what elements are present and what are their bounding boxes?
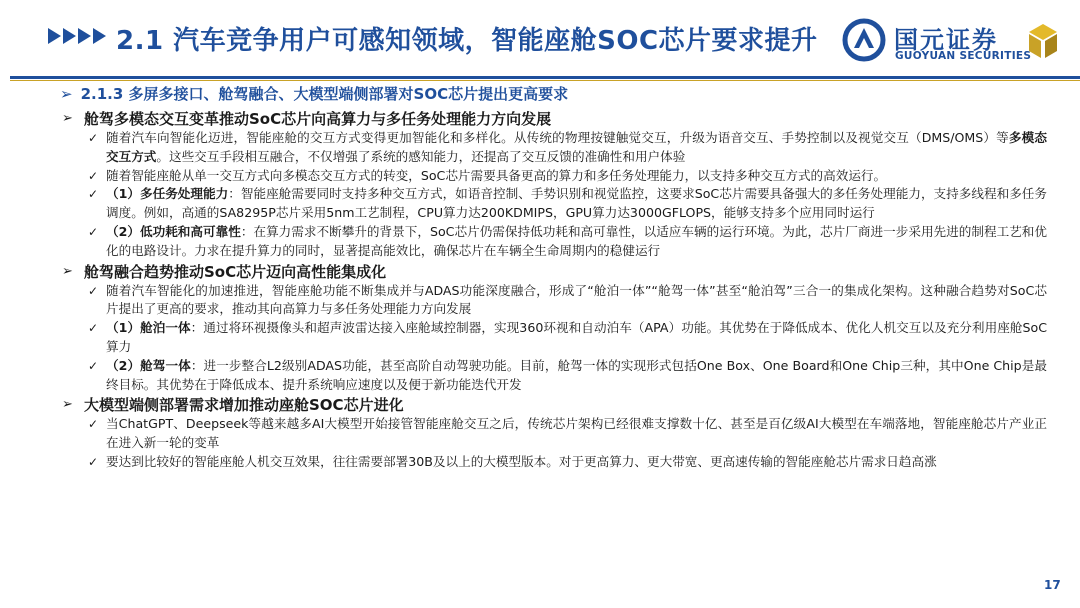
section-heading bbox=[62, 109, 1047, 129]
bullet-item bbox=[62, 453, 1047, 472]
bullet-text: 。这些交互手段相互融合，不仅增强了系统的感知能力，还提高了交互反馈的准确性和用户体验 bbox=[156, 148, 686, 164]
section-heading bbox=[62, 262, 1047, 282]
arrow-bullet-icon: ➢ bbox=[62, 397, 73, 413]
bullet-emphasis: （2）舱驾一体 bbox=[106, 357, 191, 373]
logo-cube-icon bbox=[1026, 22, 1060, 62]
bullet-text: 随着汽车智能化的加速推进，智能座舱功能不断集成并与ADAS功能深度融合，形成了“舱泊一体”“舱驾一体”甚至“舱泊驾”三合一的集成化架构。这种融合趋势对SoC芯片提出了更高的要求，推动其向高算力与多任务处理能力方向发展 bbox=[106, 282, 1047, 317]
logo-english-name: GUOYUAN SECURITIES bbox=[895, 50, 1032, 62]
slide-title: 2.1 汽车竞争用户可感知领域，智能座舱SOC芯片要求提升 bbox=[116, 26, 818, 56]
bullet-emphasis: （1）多任务处理能力 bbox=[106, 186, 229, 202]
title-arrows-icon bbox=[48, 28, 106, 44]
section-heading-text: 舱驾多模态交互变革推动SoC芯片向高算力与多任务处理能力方向发展 bbox=[84, 110, 552, 128]
bullet-item bbox=[62, 415, 1047, 453]
section-heading bbox=[62, 395, 1047, 415]
bullet-item bbox=[62, 167, 1047, 186]
company-logo bbox=[842, 16, 1062, 72]
page-number: 17 bbox=[1044, 578, 1061, 592]
section-heading-text: 大模型端侧部署需求增加推动座舱SOC芯片进化 bbox=[84, 396, 404, 415]
check-icon: ✓ bbox=[88, 131, 99, 145]
header-rule bbox=[10, 76, 1080, 79]
bullet-text: ：进一步整合L2级别ADAS功能，甚至高阶自动驾驶功能。目前，舱驾一体的实现形式包括One Box、One Board和One Chip三种，其中One Chip是最终目标。其优势在于降低成本、提升系统响应速度以及便于新功能迭代开发 bbox=[106, 357, 1048, 392]
check-icon: ✓ bbox=[88, 168, 99, 183]
subhead-marker-icon: ➢ bbox=[60, 85, 73, 103]
logo-mark-icon bbox=[842, 18, 886, 62]
bullet-emphasis: （1）舱泊一体 bbox=[106, 320, 191, 336]
section-subheading bbox=[60, 83, 568, 104]
subheading-text: 2.1.3 多屏多接口、舱驾融合、大模型端侧部署对SOC芯片提出更高要求 bbox=[80, 85, 569, 103]
bullet-emphasis: （2）低功耗和高可靠性 bbox=[106, 223, 241, 239]
check-icon: ✓ bbox=[88, 187, 99, 202]
bullet-text: ：在算力需求不断攀升的背景下，SoC芯片仍需保持低功耗和高可靠性，以适应车辆的运行环境。为此，芯片厂商进一步采用先进的制程工艺和优化的电路设计。力求在提升算力的同时，显著提高能效比，确保芯片在车辆全生命周期内的稳健运行 bbox=[106, 223, 1048, 258]
check-icon: ✓ bbox=[88, 454, 99, 469]
check-icon: ✓ bbox=[88, 321, 99, 336]
check-icon: ✓ bbox=[88, 224, 99, 239]
bullet-item bbox=[62, 223, 1047, 261]
logo-chinese-name: 国元证券 bbox=[894, 26, 998, 54]
bullet-text: ：通过将环视摄像头和超声波雷达接入座舱域控制器，实现360环视和自动泊车（APA）功能。其优势在于降低成本、优化人机交互以及充分利用座舱SoC算力 bbox=[106, 320, 1047, 354]
bullet-text: 当ChatGPT、Deepseek等越来越多AI大模型开始接管智能座舱交互之后，传统芯片架构已经很难支撑数十亿、甚至是百亿级AI大模型在车端落地，智能座舱芯片产业正在进入新一轮的变革 bbox=[106, 416, 1047, 451]
bullet-text: 随着汽车向智能化迈进，智能座舱的交互方式变得更加智能化和多样化。从传统的物理按键触觉交互，升级为语音交互、手势控制以及视觉交互（DMS/OMS）等 bbox=[106, 130, 1009, 145]
bullet-item bbox=[62, 357, 1047, 395]
bullet-item bbox=[62, 185, 1047, 223]
section-heading-text: 舱驾融合趋势推动SoC芯片迈向高性能集成化 bbox=[84, 262, 387, 281]
header-accent-rule bbox=[10, 80, 1080, 81]
check-icon: ✓ bbox=[88, 358, 99, 373]
bullet-item bbox=[62, 319, 1047, 357]
bullet-text: ：智能座舱需要同时支持多种交互方式，如语音控制、手势识别和视觉监控，这要求SoC芯片需要具备强大的多任务处理能力，支持多线程和多任务调度。例如，高通的SA8295P芯片采用5nm工艺制程，CPU算力达200KDMIPS，GPU算力达3000GFLOPS，能够支持多个应用同时运行 bbox=[106, 186, 1047, 221]
bullet-emphasis: 多模态交互方式 bbox=[106, 130, 1048, 164]
bullet-text: 随着智能座舱从单一交互方式向多模态交互方式的转变，SoC芯片需要具备更高的算力和多任务处理能力，以支持多种交互方式的高效运行。 bbox=[106, 167, 887, 183]
check-icon: ✓ bbox=[88, 417, 99, 432]
bullet-item bbox=[62, 129, 1047, 167]
slide-header bbox=[0, 0, 1080, 80]
bullet-item bbox=[62, 282, 1047, 320]
check-icon: ✓ bbox=[88, 283, 99, 298]
bullet-text: 要达到比较好的智能座舱人机交互效果，往往需要部署30B及以上的大模型版本。对于更高算力、更大带宽、更高速传输的智能座舱芯片需求日趋高涨 bbox=[106, 453, 937, 469]
slide-body bbox=[62, 108, 1047, 472]
arrow-bullet-icon: ➢ bbox=[62, 111, 73, 126]
arrow-bullet-icon: ➢ bbox=[62, 263, 73, 279]
